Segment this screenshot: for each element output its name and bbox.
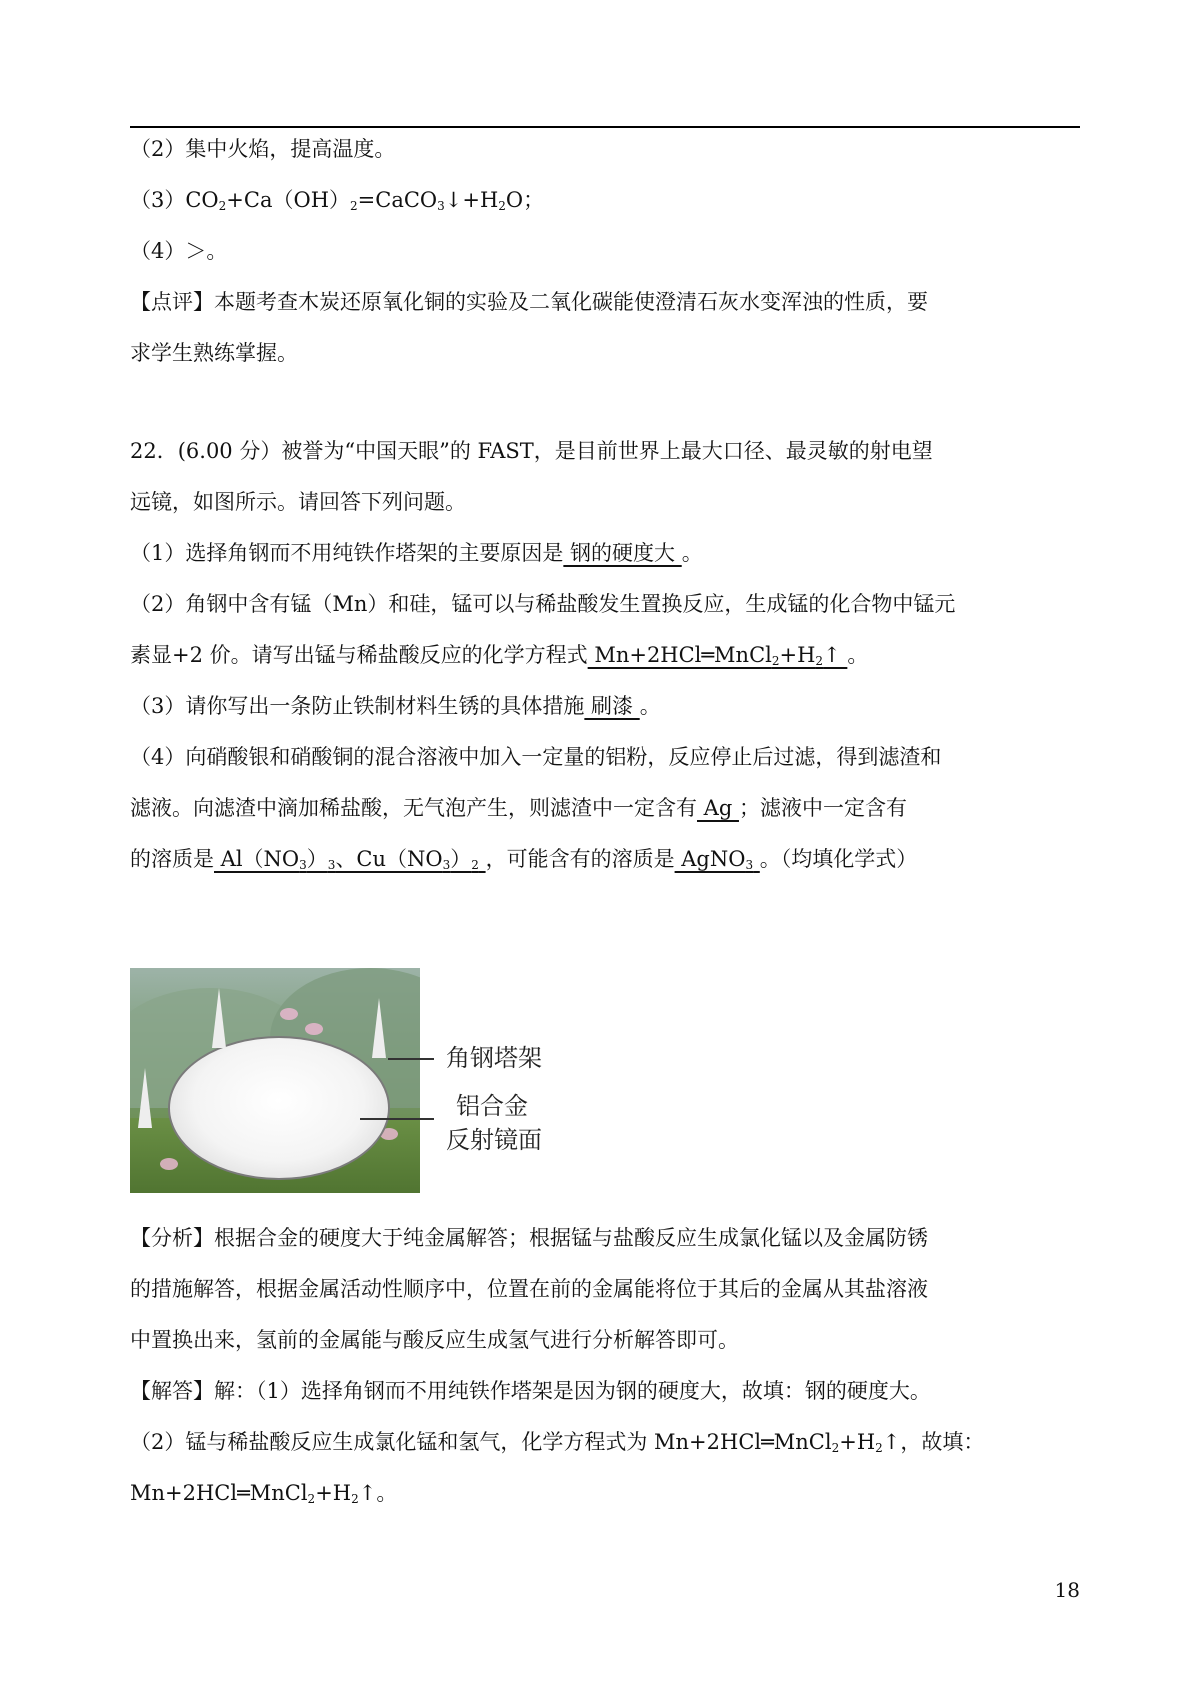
question-22-part-1: （1）选择角钢而不用纯铁作塔架的主要原因是 钢的硬度大 。 [130,541,703,565]
leader-line [360,1118,434,1120]
question-22-line-1: 22．(6.00 分）被誉为“中国天眼”的 FAST，是目前世界上最大口径、最灵敏的射电望 [130,439,933,463]
leader-line [388,1058,434,1060]
page-number: 18 [1054,1578,1080,1602]
answer-blank: AgNO$_3$ [674,847,754,872]
analysis-line-2: 的措施解答，根据金属活动性顺序中，位置在前的金属能将位于其后的金属从其盐溶液 [130,1277,928,1301]
label-aluminum-alloy: 铝合金 [456,1092,528,1120]
solution-line-1: 【解答】解：（1）选择角钢而不用纯铁作塔架是因为钢的硬度大，故填：钢的硬度大。 [130,1379,931,1403]
analysis-line-3: 中置换出来，氢前的金属能与酸反应生成氢气进行分析解答即可。 [130,1328,739,1352]
solution-line-2: （2）锰与稀盐酸反应生成氯化锰和氢气，化学方程式为 $Mn+2HCl═MnCl_2+H_2↑$，故填： [130,1430,985,1455]
question-22-part-2-line-2: 素显+2 价。请写出锰与稀盐酸反应的化学方程式 $Mn+2HCl═MnCl_2+H_2↑$ 。 [130,643,869,668]
solution-line-3: $Mn+2HCl═MnCl_2+H_2↑$。 [130,1481,398,1506]
header-rule [130,126,1080,128]
question-22-part-4-line-2: 滤液。向滤渣中滴加稀盐酸，无气泡产生，则滤渣中一定含有 Ag ；滤液中一定含有 [130,796,907,820]
answer-line-2: （2）集中火焰，提高温度。 [130,137,396,161]
question-22-part-3: （3）请你写出一条防止铁制材料生锈的具体措施 刷漆 。 [130,694,661,718]
question-22-line-2: 远镜，如图所示。请回答下列问题。 [130,490,466,514]
reflector-dish [168,1036,390,1180]
question-22-part-4-line-1: （4）向硝酸银和硝酸铜的混合溶液中加入一定量的铝粉，反应停止后过滤，得到滤渣和 [130,745,942,769]
comment-line-2: 求学生熟练掌握。 [130,341,298,365]
fast-telescope-photo [130,968,420,1193]
answer-blank: 钢的硬度大 [563,541,682,565]
question-22-part-4-line-3: 的溶质是 $Al(NO_3)_3$、$Cu(NO_3)_2$ ，可能含有的溶质是 AgNO$_3$ 。（均填化学式） [130,847,918,872]
answer-blank: Ag [697,796,739,820]
label-angle-steel-tower: 角钢塔架 [446,1044,542,1072]
tower-shape [138,1068,152,1128]
question-22-part-2-line-1: （2）角钢中含有锰（Mn）和硅，锰可以与稀盐酸发生置换反应，生成锰的化合物中锰元 [130,592,956,616]
tower-shape [372,998,386,1058]
answer-blank: $Al(NO_3)_3$、$Cu(NO_3)_2$ [214,847,479,872]
analysis-line-1: 【分析】根据合金的硬度大于纯金属解答；根据锰与盐酸反应生成氯化锰以及金属防锈 [130,1226,928,1250]
answer-blank: 刷漆 [584,694,640,718]
tower-shape [212,988,226,1048]
answer-blank: $Mn+2HCl═MnCl_2+H_2↑$ [587,643,848,668]
answer-line-4: （4）＞。 [130,239,228,263]
answer-line-3: $(3)CO_2+Ca(OH)_2=CaCO_3↓+H_2O$； [130,188,545,213]
label-reflector-surface: 反射镜面 [446,1126,542,1154]
comment-line-1: 【点评】本题考查木炭还原氧化铜的实验及二氧化碳能使澄清石灰水变浑浊的性质，要 [130,290,928,314]
